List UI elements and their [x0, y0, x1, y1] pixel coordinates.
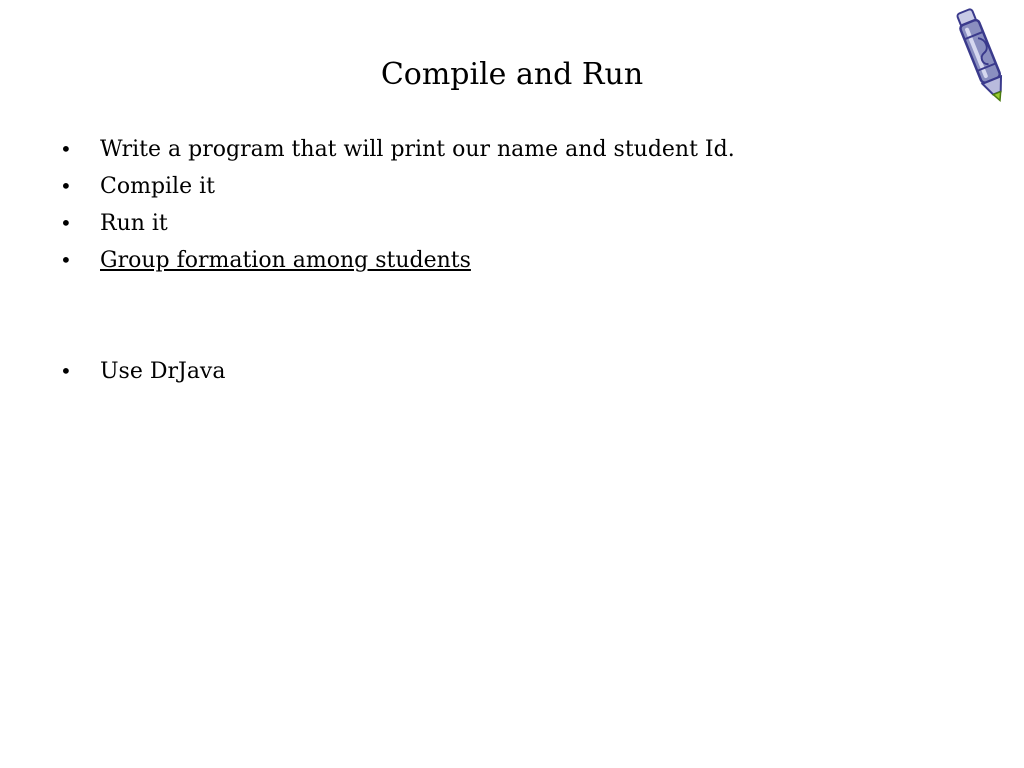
- bullet-icon: •: [60, 359, 72, 383]
- list-item: [60, 242, 735, 279]
- bullet-text: Use DrJava: [100, 359, 226, 384]
- bullet-list: [60, 131, 735, 390]
- bullet-icon: •: [60, 211, 72, 235]
- bullet-text: Compile it: [100, 174, 215, 199]
- bullet-icon: •: [60, 248, 72, 272]
- bullet-icon: •: [60, 137, 72, 161]
- list-item: [60, 168, 735, 205]
- list-item: [60, 205, 735, 242]
- list-item: [60, 353, 735, 390]
- bullet-text: Write a program that will print our name and student Id.: [100, 137, 735, 162]
- bullet-icon: •: [60, 174, 72, 198]
- bullet-text: Run it: [100, 211, 168, 236]
- list-item: [60, 131, 735, 168]
- slide-title: Compile and Run: [380, 57, 644, 92]
- group-formation-link[interactable]: Group formation among students: [100, 248, 471, 273]
